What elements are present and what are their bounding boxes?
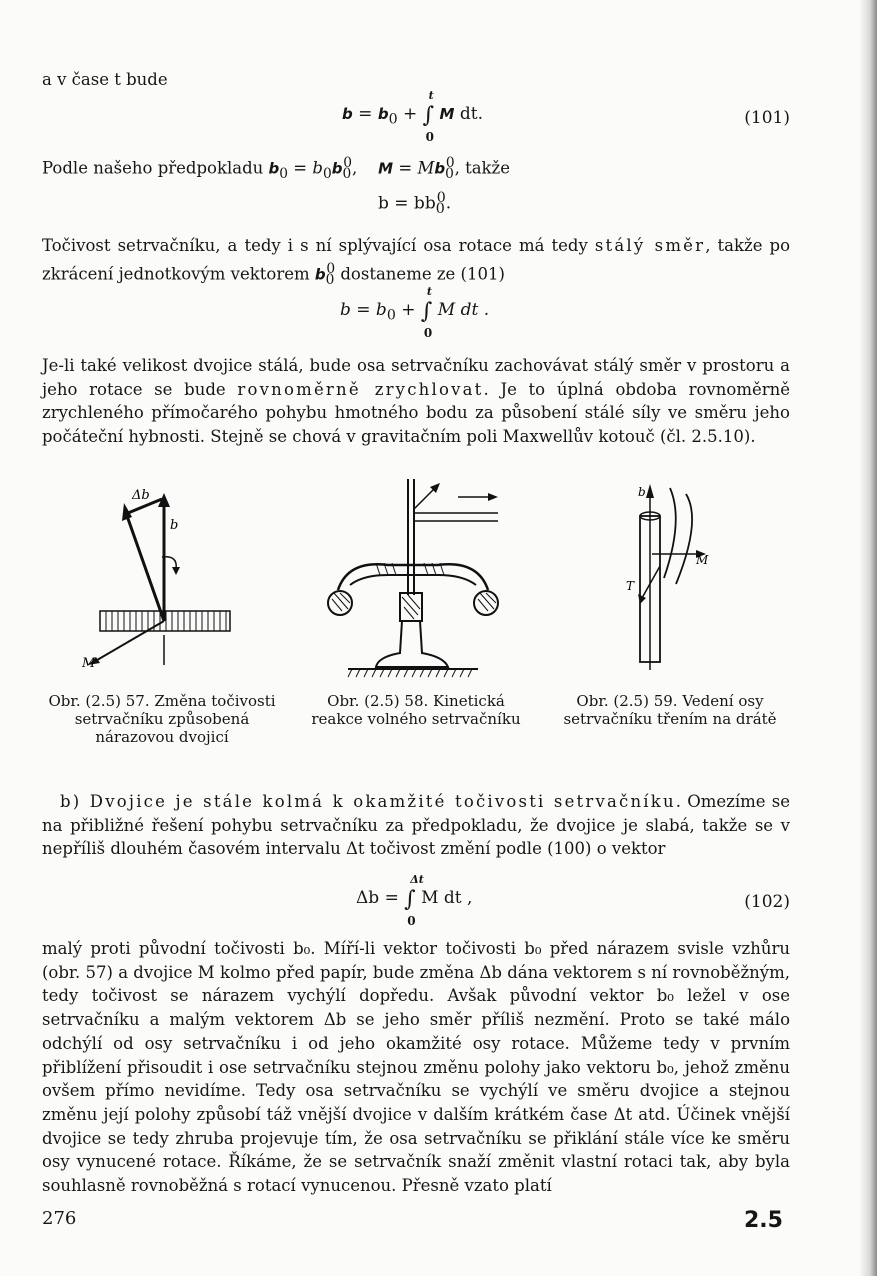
- page-edge-shadow: [859, 0, 877, 1276]
- page-number: 276: [42, 1208, 77, 1229]
- equation-102: Δb = ∫ Δt 0 M dt ,: [356, 873, 473, 928]
- paragraph-3: b) Dvojice je stále kolmá k okamžité točivosti setrvačníku. Omezíme se na přibližné řešení pohybu setrvačníku za předpokladu, že dvojice je slabá, takže se v nepříliš dlouhém časovém intervalu Δt točivost změní podle (100) o vektor: [42, 792, 790, 859]
- figure-57: [78, 485, 238, 675]
- caption-figure-57: Obr. (2.5) 57. Změna točivosti setrvačníku způsobená nárazovou dvojicí: [48, 692, 276, 746]
- equation-b-unit: $b = bb_0^0$.: [378, 190, 452, 218]
- figure-58: [318, 475, 518, 680]
- caption-figure-59: Obr. (2.5) 59. Vedení osy setrvačníku třením na drátě: [563, 692, 777, 728]
- equation-number-101: (101): [744, 108, 790, 128]
- integral-sign: ∫ t 0: [420, 285, 433, 340]
- label-b: b: [170, 518, 179, 533]
- equation-scalar: $b = b_0$ + ∫ t 0 M dt .: [340, 285, 490, 340]
- label-delta-b: Δb: [132, 488, 150, 503]
- integral-sign: ∫ Δt 0: [404, 873, 424, 928]
- intro-line: a v čase t bude: [42, 70, 168, 89]
- assumption-line: Podle našeho předpokladu $b_0 = b_0b_0^0$, $M = Mb_0^0$, takže: [42, 155, 511, 182]
- label-t: T: [626, 579, 635, 593]
- section-number: 2.5: [744, 1208, 783, 1233]
- label-m: M: [82, 656, 96, 671]
- paragraph-2: Je-li také velikost dvojice stálá, bude osa setrvačníku zachovávat stálý směr v prostoru a jeho rotace se bude rovnoměrně zrychlovat. Je to úplná obdoba rovnoměrně zrychleného přímočarého pohybu hmotného bodu za působení stálé síly ve směru jeho počáteční hybnosti. Stejně se chová v gravitačním poli Maxwellův kotouč (čl. 2.5.10).: [42, 356, 791, 447]
- figure-59: [612, 480, 722, 680]
- label-b: b: [638, 485, 646, 499]
- equation-number-102: (102): [744, 892, 790, 912]
- paragraph-1: Točivost setrvačníku, a tedy i s ní splývající osa rotace má tedy stálý směr, takže po zkrácení jednotkovým vektorem $b_0^0$ dostaneme ze (101): [42, 236, 791, 288]
- equation-101: $b = b_0$ + ∫ t 0 M dt.: [342, 89, 483, 144]
- paragraph-4: malý proti původní točivosti b₀. Míří-li vektor točivosti b₀ před nárazem svisle vzhůru (obr. 57) a dvojice M kolmo před papír, bude změna Δb dána vektorem s ní rovnoběžným, tedy točivost se nárazem vychýlí dopředu. Avšak původní vektor b₀ ležel v ose setrvačníku a malým vektorem Δb se jeho směr příliš nezmění. Proto se také málo odchýlí od osy setrvačníku i od jeho okamžité osy rotace. Můžeme tedy v prvním přiblížení přisoudit i ose setrvačníku stejnou změnu polohy jako vektoru b₀, jehož změnu ovšem přímo nevidíme. Tedy osa setrvačníku se vychýlí ve směru dvojice a stejnou změnu její polohy způsobí táž vnější dvojice v dalším krátkém čase Δt atd. Účinek vnější dvojice se tedy zhruba projevuje tím, že osa setrvačníku se přiklání stále více ke směru osy vynucené rotace. Říkáme, že se setrvačník snaží změnit vlastní rotaci tak, aby byla souhlasně rovnoběžná s rotací vynucenou. Přesně vzato platí: [42, 939, 790, 1196]
- label-m: M: [696, 553, 709, 567]
- caption-figure-58: Obr. (2.5) 58. Kinetická reakce volného setrvačníku: [311, 692, 521, 728]
- integral-sign: ∫ t 0: [422, 89, 435, 144]
